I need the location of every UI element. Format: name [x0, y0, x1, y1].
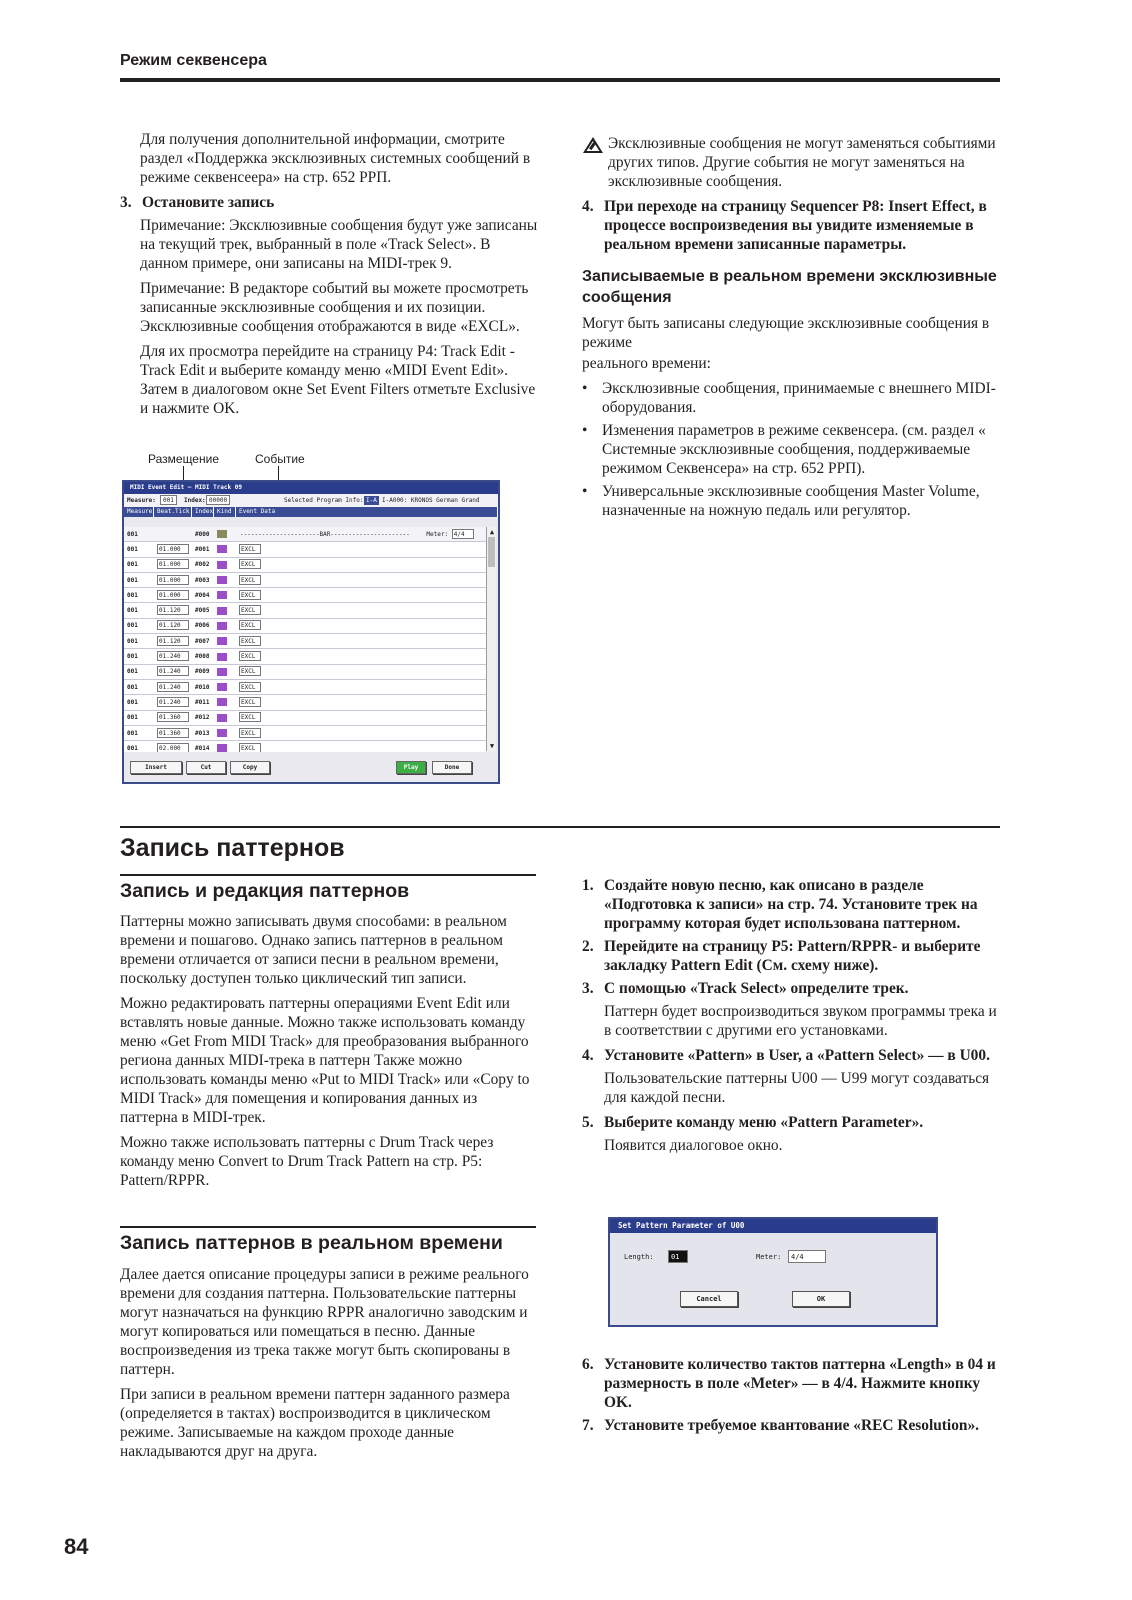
event-field[interactable]: EXCL	[239, 651, 261, 661]
body-paragraph: реального времени:	[582, 355, 711, 372]
kind-cell	[214, 726, 236, 741]
table-row[interactable]	[124, 619, 486, 634]
callout-event: Событие	[255, 452, 305, 466]
event-field[interactable]: EXCL	[239, 620, 261, 630]
beat-field[interactable]: 01.120	[157, 636, 189, 646]
bar-kind-icon	[217, 530, 227, 538]
body-paragraph: Можно редактировать паттерны операциями Event Edit или вставлять новые данные. Можно также использовать команду меню «Get From MIDI Track» для преобразования выбранного региона данных MIDI-трека в паттерн Также можно использовать команды меню «Put to MIDI Track» или «Copy to MIDI Track» для помещения и копирования данных из паттерна в MIDI-трек.	[120, 995, 530, 1126]
dialog-title: Set Pattern Parameter of U00	[610, 1219, 936, 1233]
step-number: 3.	[120, 194, 132, 211]
length-field[interactable]: 01	[668, 1250, 688, 1263]
measure-cell: 001	[127, 668, 138, 676]
step-6	[582, 1355, 1002, 1412]
insert-button[interactable]: Insert	[130, 761, 182, 774]
step-number: 3.	[582, 980, 594, 997]
event-data-cell	[236, 649, 486, 664]
table-row[interactable]	[124, 603, 486, 618]
kind-cell	[214, 542, 236, 557]
measure-cell: 001	[127, 545, 138, 553]
note-paragraph: Примечание: Эксклюзивные сообщения будут уже записаны на текущий трек, выбранный в поле «Track Select». В данном примере, они записаны на MIDI-трек 9.	[140, 217, 538, 272]
measure-cell: 001	[127, 607, 138, 615]
index-cell: #007	[195, 637, 210, 645]
body-paragraph: Можно также использовать паттерны с Drum Track через команду меню Convert to Drum Track Pattern на стр. P5: Pattern/RPPR.	[120, 1134, 494, 1189]
measure-cell: 001	[127, 576, 138, 584]
step-number: 7.	[582, 1417, 594, 1434]
list-item-text: Изменения параметров в режиме секвенсера. (см. раздел « Системные эксклюзивные сообщения, поддерживаемые режимом Секвенсера» на стр. 652 PPП).	[602, 422, 986, 477]
table-row[interactable]	[124, 665, 486, 680]
callout-placement: Размещение	[148, 452, 219, 466]
step-text: С помощью «Track Select» определите трек.	[604, 980, 909, 997]
note-paragraph: Примечание: В редакторе событий вы можете просмотреть записанные эксклюзивные сообщения и их позиции. Эксклюзивные сообщения отображаются в виде «EXCL».	[140, 280, 529, 335]
exclusive-kind-icon	[217, 576, 227, 584]
event-data-cell	[236, 573, 486, 588]
event-field[interactable]: EXCL	[239, 728, 261, 738]
step-text: Создайте новую песню, как описано в разделе «Подготовка к записи» на стр. 74. Установите трек на программу которая будет использована паттерном.	[604, 877, 978, 932]
beat-cell	[154, 710, 192, 725]
exclusive-kind-icon	[217, 653, 227, 661]
meter-field[interactable]: 4/4	[788, 1250, 826, 1263]
beat-field[interactable]: 01.120	[157, 620, 189, 630]
step-note: Пользовательские паттерны U00 — U99 могут создаваться для каждой песни.	[604, 1070, 990, 1106]
column-header: Event Data	[236, 507, 498, 517]
step-2	[582, 937, 1002, 975]
exclusive-kind-icon	[217, 545, 227, 553]
measure-cell: 001	[127, 561, 138, 569]
table-row[interactable]	[124, 588, 486, 603]
bank-badge: I-A	[366, 497, 377, 504]
beat-cell	[154, 618, 192, 633]
measure-field[interactable]: 001	[160, 495, 177, 505]
info-bar	[124, 494, 498, 507]
ok-button[interactable]: OK	[792, 1291, 850, 1307]
beat-cell	[154, 603, 192, 618]
bullet-icon: •	[582, 380, 588, 397]
subsection-title: Запись и редакция паттернов	[120, 880, 410, 902]
dialog-title: MIDI Event Edit – MIDI Track 09	[124, 482, 498, 494]
measure-cell: 001	[127, 637, 138, 645]
step-3	[582, 979, 1002, 998]
measure-cell: 001	[127, 744, 138, 752]
beat-field[interactable]: 01.360	[157, 712, 189, 722]
event-data-cell	[236, 603, 486, 618]
table-header	[124, 507, 498, 517]
event-field[interactable]: EXCL	[239, 590, 261, 600]
warning-text: Эксклюзивные сообщения не могут заменяться событиями других типов. Другие события не могут заменяться на эксклюзивные сообщения.	[608, 135, 996, 190]
index-cell: #004	[195, 591, 210, 599]
event-data-cell	[236, 588, 486, 603]
subsection-heading: Записываемые в реальном времени эксклюзивные сообщения	[582, 268, 997, 306]
bar-text: ----------------------BAR----------------------	[240, 530, 410, 538]
step-number: 1.	[582, 877, 594, 894]
index-cell: #010	[195, 683, 210, 691]
left-bottom-column	[120, 912, 536, 1196]
beat-field[interactable]: 01.240	[157, 666, 189, 676]
measure-cell: 001	[127, 653, 138, 661]
left-top-column	[120, 130, 540, 424]
column-header: Kind	[214, 507, 236, 517]
measure-label: Measure:	[127, 497, 156, 504]
event-field[interactable]: EXCL	[239, 636, 261, 646]
subsection-title: Запись паттернов в реальном времени	[120, 1232, 503, 1254]
kind-cell	[214, 557, 236, 572]
kind-cell	[214, 618, 236, 633]
index-cell: #003	[195, 576, 210, 584]
section-rule	[120, 826, 1000, 828]
scroll-up-icon[interactable]: ▲	[489, 528, 495, 536]
program-info-label: Selected Program Info:	[284, 497, 364, 504]
meter-label: Meter:	[756, 1253, 782, 1261]
index-cell: #009	[195, 668, 210, 676]
section-title: Запись паттернов	[120, 834, 345, 862]
exclusive-kind-icon	[217, 637, 227, 645]
event-field[interactable]: EXCL	[239, 605, 261, 615]
step-text: При переходе на страницу Sequencer P8: Insert Effect, в процессе воспроизведения вы увидите изменяемые в реальном времени записанные параметры.	[604, 198, 987, 253]
exclusive-kind-icon	[217, 668, 227, 676]
play-button[interactable]: Play	[396, 761, 426, 774]
beat-field[interactable]: 02.000	[157, 743, 189, 753]
index-cell: #001	[195, 545, 210, 553]
event-field[interactable]: EXCL	[239, 575, 261, 585]
pattern-parameter-dialog	[608, 1217, 938, 1327]
measure-cell: 001	[127, 622, 138, 630]
index-cell: #002	[195, 561, 210, 569]
step-3	[120, 193, 540, 212]
event-field[interactable]: EXCL	[239, 743, 261, 753]
column-header: Index	[192, 507, 214, 517]
column-header: Measure	[124, 507, 154, 517]
body-paragraph: Паттерны можно записывать двумя способами: в реальном времени и пошагово. Однако запись паттернов в реальном времени отличается от записи песни в реальном времени, поскольку доступен только циклический тип записи.	[120, 913, 507, 987]
exclusive-kind-icon	[217, 714, 227, 722]
midi-event-edit-screenshot	[122, 480, 500, 784]
length-label: Length:	[624, 1253, 654, 1261]
list-item-text: Универсальные эксклюзивные сообщения Master Volume, назначенные на ножную педаль или регулятор.	[602, 483, 980, 519]
kind-cell	[214, 634, 236, 649]
index-field[interactable]: 00000	[206, 495, 230, 505]
cancel-button[interactable]: Cancel	[680, 1291, 738, 1307]
index-label: Index:	[184, 497, 206, 504]
measure-cell: 001	[127, 530, 138, 538]
beat-field[interactable]: 01.000	[157, 559, 189, 569]
event-field[interactable]: EXCL	[239, 712, 261, 722]
button-bar	[124, 752, 498, 782]
table-row[interactable]	[124, 680, 486, 695]
exclusive-kind-icon	[217, 607, 227, 615]
step-text: Перейдите на страницу P5: Pattern/RPPR- и выберите закладку Pattern Edit (См. схему ниже).	[604, 938, 981, 974]
step-number: 2.	[582, 938, 594, 955]
kind-cell	[214, 603, 236, 618]
step-text: Установите требуемое квантование «REC Resolution».	[604, 1417, 979, 1434]
exclusive-kind-icon	[217, 561, 227, 569]
event-data-cell	[236, 664, 486, 679]
beat-field[interactable]: 01.000	[157, 544, 189, 554]
event-data-cell	[236, 542, 486, 557]
beat-cell	[154, 588, 192, 603]
kind-cell	[214, 680, 236, 695]
step-1	[582, 876, 1002, 933]
step-number: 5.	[582, 1114, 594, 1131]
event-field[interactable]: EXCL	[239, 544, 261, 554]
subsection-rule	[120, 874, 536, 876]
exclusive-kind-icon	[217, 698, 227, 706]
column-header: Beat.Tick	[154, 507, 192, 517]
event-list	[124, 527, 486, 756]
event-data-cell	[236, 710, 486, 725]
measure-cell: 001	[127, 698, 138, 706]
event-data-cell	[236, 557, 486, 572]
index-cell: #012	[195, 714, 210, 722]
beat-field[interactable]: 01.240	[157, 651, 189, 661]
beat-cell	[154, 695, 192, 710]
measure-cell: 001	[127, 729, 138, 737]
kind-cell	[214, 649, 236, 664]
step-7	[582, 1416, 1002, 1435]
step-text: Остановите запись	[142, 194, 275, 211]
body-paragraph: Могут быть записаны следующие эксклюзивные сообщения в режиме	[582, 315, 990, 351]
index-cell: #005	[195, 607, 210, 615]
index-cell: #014	[195, 744, 210, 752]
table-row[interactable]	[124, 726, 486, 741]
warning-note	[582, 134, 1002, 197]
copy-button[interactable]: Copy	[230, 761, 270, 774]
table-row[interactable]	[124, 573, 486, 588]
step-text: Установите «Pattern» в User, а «Pattern Select» — в U00.	[604, 1047, 990, 1064]
step-text: Установите количество тактов паттерна «Length» в 04 и размерность в поле «Meter» — в 4/4. Нажмите кнопку OK.	[604, 1356, 996, 1411]
right-bottom-steps	[582, 876, 1002, 1161]
header-rule	[120, 78, 1000, 82]
index-cell: #008	[195, 653, 210, 661]
kind-cell	[214, 710, 236, 725]
body-paragraph: При записи в реальном времени паттерн заданного размера (определяется в тактах) воспроизводится в циклическом режиме. Записываемые на каждом проходе данные накладываются друг на друга.	[120, 1386, 510, 1460]
kind-cell	[214, 527, 236, 542]
warning-triangle-icon	[582, 134, 608, 197]
list-item	[582, 421, 1002, 478]
table-row[interactable]	[124, 695, 486, 710]
list-item	[582, 482, 1002, 520]
index-cell: #013	[195, 729, 210, 737]
beat-field[interactable]: 01.240	[157, 697, 189, 707]
event-field[interactable]: EXCL	[239, 666, 261, 676]
measure-cell: 001	[127, 714, 138, 722]
beat-cell	[154, 542, 192, 557]
running-header: Режим секвенсера	[120, 52, 267, 69]
beat-field[interactable]: 01.360	[157, 728, 189, 738]
exclusive-kind-icon	[217, 622, 227, 630]
step-number: 4.	[582, 198, 594, 215]
step-note: Паттерн будет воспроизводиться звуком программы трека и в соответствии с другими его установками.	[604, 1003, 997, 1039]
list-item-text: Эксклюзивные сообщения, принимаемые с внешнего MIDI-оборудования.	[602, 380, 996, 416]
bullet-icon: •	[582, 483, 588, 500]
bullet-icon: •	[582, 422, 588, 439]
event-data-cell	[236, 634, 486, 649]
kind-cell	[214, 588, 236, 603]
kind-cell	[214, 573, 236, 588]
table-row[interactable]	[124, 527, 486, 542]
beat-cell	[154, 664, 192, 679]
beat-cell	[154, 557, 192, 572]
right-bottom-steps-2	[582, 1355, 1002, 1439]
exclusive-kind-icon	[217, 591, 227, 599]
table-row[interactable]	[124, 711, 486, 726]
page-number: 84	[64, 1534, 89, 1559]
meter-field[interactable]: 4/4	[452, 529, 474, 539]
beat-cell	[154, 573, 192, 588]
measure-cell: 001	[127, 683, 138, 691]
beat-field[interactable]: 01.000	[157, 590, 189, 600]
index-cell: #006	[195, 622, 210, 630]
index-cell: #000	[195, 530, 210, 538]
kind-cell	[214, 695, 236, 710]
step-text: Выберите команду меню «Pattern Parameter».	[604, 1114, 924, 1131]
instruction-paragraph: Для их просмотра перейдите на страницу P4: Track Edit - Track Edit и выберите команду меню «MIDI Event Edit». Затем в диалоговом окне Set Event Filters отметьте Exclusive и нажмите OK.	[140, 343, 536, 417]
subsection-rule	[120, 1226, 536, 1228]
table-row[interactable]	[124, 634, 486, 649]
meter-label: Meter:	[426, 530, 449, 538]
event-data-cell	[236, 618, 486, 633]
event-data-cell	[236, 680, 486, 695]
event-field[interactable]: EXCL	[239, 559, 261, 569]
left-bottom-column-2	[120, 1265, 536, 1467]
index-cell: #011	[195, 698, 210, 706]
kind-cell	[214, 664, 236, 679]
step-5	[582, 1113, 1002, 1132]
beat-cell	[154, 726, 192, 741]
table-row[interactable]	[124, 542, 486, 557]
step-4	[582, 1046, 1002, 1065]
event-data-cell	[236, 527, 486, 542]
beat-field[interactable]: 01.000	[157, 575, 189, 585]
scroll-down-icon[interactable]: ▼	[489, 742, 495, 750]
beat-field[interactable]: 01.120	[157, 605, 189, 615]
step-note: Появится диалоговое окно.	[604, 1137, 783, 1154]
intro-paragraph: Для получения дополнительной информации, смотрите раздел «Поддержка эксклюзивных системных сообщений в режиме секвенсеера» на стр. 652 PPП.	[140, 131, 531, 186]
table-row[interactable]	[124, 649, 486, 664]
exclusive-kind-icon	[217, 683, 227, 691]
beat-cell	[154, 649, 192, 664]
table-row[interactable]	[124, 558, 486, 573]
step-4	[582, 197, 1002, 254]
right-top-column	[582, 134, 1002, 524]
event-data-cell	[236, 695, 486, 710]
step-number: 4.	[582, 1047, 594, 1064]
scrollbar[interactable]	[486, 527, 496, 751]
done-button[interactable]: Done	[432, 761, 472, 774]
beat-cell	[154, 680, 192, 695]
beat-cell	[154, 634, 192, 649]
measure-cell: 001	[127, 591, 138, 599]
body-paragraph: Далее дается описание процедуры записи в режиме реального времени для создания паттерна. Пользовательские паттерны могут назначаться на функцию RPPR аналогично заводским и могут копироваться или помещаться в песню. Данные воспроизведения из трека также могут быть скопированы в паттерн.	[120, 1266, 529, 1378]
exclusive-kind-icon	[217, 729, 227, 737]
list-item	[582, 379, 1002, 417]
beat-field[interactable]: 01.240	[157, 682, 189, 692]
event-field[interactable]: EXCL	[239, 682, 261, 692]
cut-button[interactable]: Cut	[186, 761, 226, 774]
event-data-cell	[236, 726, 486, 741]
event-field[interactable]: EXCL	[239, 697, 261, 707]
program-name: I-A000: KRONOS German Grand	[382, 497, 480, 504]
step-number: 6.	[582, 1356, 594, 1373]
scroll-thumb[interactable]	[488, 537, 495, 567]
